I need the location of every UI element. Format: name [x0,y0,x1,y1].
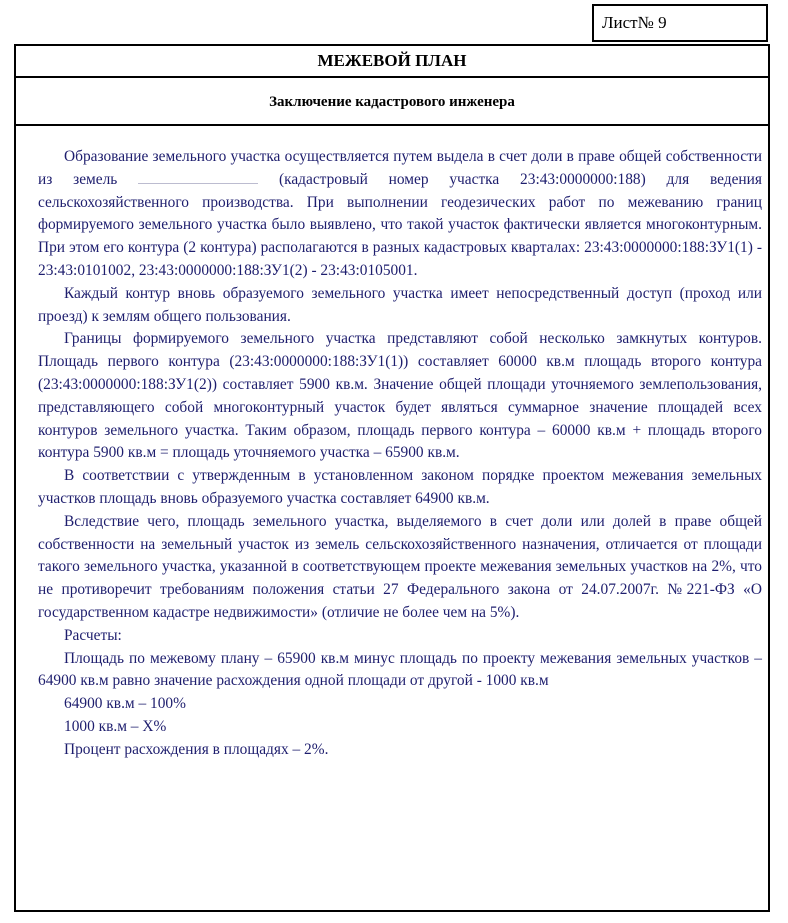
paragraph-calculation: Площадь по межевому плану – 65900 кв.м минус площадь по проекту межевания земельных участков – 64900 кв.м равно значение расхождения одной площади от другой - 1000 кв.м [38,649,762,690]
calc-result: Процент расхождения в площадях – 2%. [64,740,329,758]
calculations-heading: Расчеты: [64,626,122,644]
paragraph-formation-rest: (кадастровый номер участка 23:43:0000000:188) для ведения сельскохозяйственного производства. При выполнении геодезических работ по межеванию границ формируемого земельного участка было выявлено, что такой участок фактически является многоконтурным. При этом его контура (2 контура) располагаются в разных кадастровых кварталах: 23:43:0000000:188:ЗУ1(1) - 23:43:0101002, 23:43:0000000:188:ЗУ1(2) - 23:43:0105001. [38,170,762,279]
paragraph-project: В соответствии с утвержденным в установленном законом порядке проектом межевания земельных участков площадь вновь образуемого участка составляет 64900 кв.м. [38,467,762,507]
document-title: МЕЖЕВОЙ ПЛАН [317,51,467,70]
calc-line-2: 1000 кв.м – Х% [64,717,167,735]
redacted-blank [138,170,258,184]
paragraph-contours: Границы формируемого земельного участка представляют собой несколько замкнутых контуров. Площадь первого контура (23:43:0000000:188:ЗУ1(1)) составляет 60000 кв.м площадь второго контура (23:43:0000000:188:ЗУ1(2)) составляет 5900 кв.м. Значение общей площади уточняемого землепользования, представляющего собой многоконтурный участок будет являться суммарное значение площадей всех контуров земельного участка. Таким образом, площадь первого контура – 60000 кв.м + площадь второго контура 5900 кв.м = площадь уточняемого участка – 65900 кв.м. [38,330,762,462]
sheet-number: Лист№ 9 [602,13,667,32]
paragraph-formation [38,146,762,283]
paragraph-difference: Вследствие чего, площадь земельного участка, выделяемого в счет доли или долей в праве общей собственности на земельный участок из земель сельскохозяйственного назначения, отличается от площади такого земельного участка, указанной в соответствующем проекте межевания земельных участков на 2%, что не противоречит требованиям положения статьи 27 Федерального закона от 24.07.2007г. №221-ФЗ «О государственном кадастре недвижимости» (отличие не более чем на 5%). [38,512,762,621]
paragraph-formation-start: Образование земельного участка осуществляется путем выдела в счет доли в праве общей собственности из земель [38,148,762,188]
title-row [16,46,768,78]
section-title: Заключение кадастрового инженера [269,94,515,110]
paragraph-access: Каждый контур вновь образуемого земельного участка имеет непосредственный доступ (проход или проезд) к землям общего пользования. [38,284,762,325]
subtitle-row [16,78,768,126]
conclusion-text [38,146,762,762]
sheet-number-box [592,4,768,42]
calc-line-1: 64900 кв.м – 100% [64,695,186,713]
